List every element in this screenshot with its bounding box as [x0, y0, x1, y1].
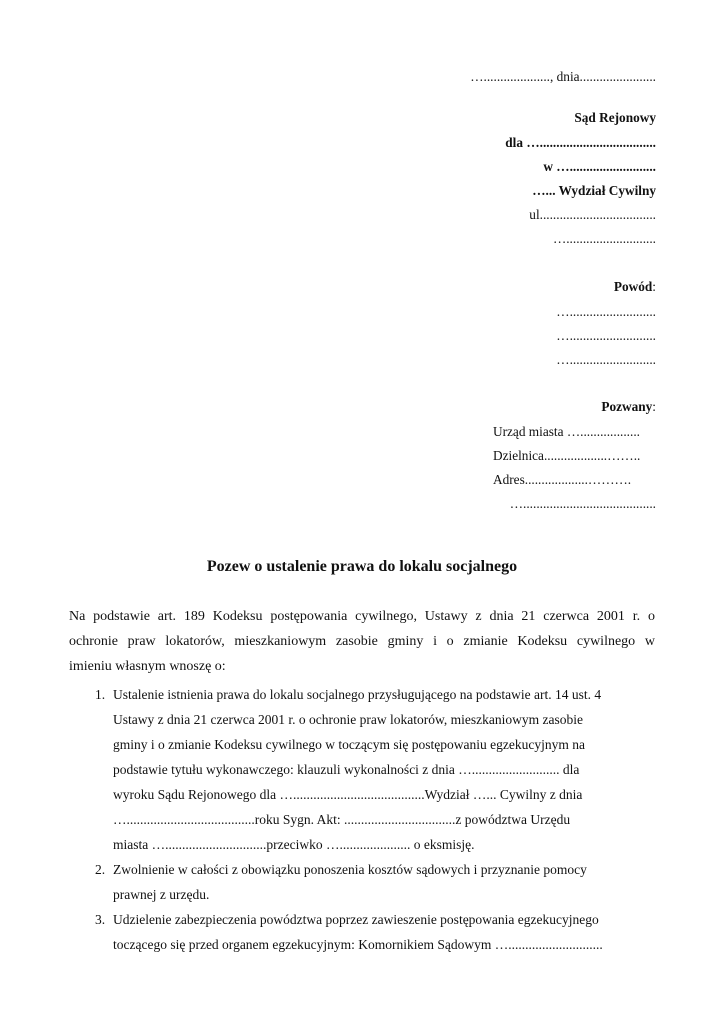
request-line: toczącego się przed organem egzekucyjnym: Komornikiem Sądowym …............................ [113, 937, 603, 952]
request-number: 1. [95, 687, 106, 702]
place-date: …...................., dnia....................... [470, 69, 656, 84]
request-line: prawnej z urzędu. [113, 887, 210, 902]
document-title: Pozew o ustalenie prawa do lokalu socjalnego [206, 558, 518, 575]
plaintiff-heading [614, 278, 656, 296]
plaintiff-colon: : [652, 279, 656, 294]
defendant-line-2: Dzielnica...................…….. [493, 448, 641, 463]
court-for: dla …................................... [505, 135, 656, 150]
court-name: Sąd Rejonowy [574, 110, 656, 125]
request-line: podstawie tytułu wykonawczego: klauzuli wykonalności z dnia ….......................... dla [113, 762, 580, 777]
request-number: 2. [95, 862, 106, 877]
court-in: w ….......................... [543, 159, 656, 174]
request-number: 3. [95, 912, 106, 927]
defendant-label: Pozwany [601, 399, 653, 414]
defendant-heading [601, 398, 656, 416]
defendant-colon: : [652, 399, 656, 414]
plaintiff-line-2: ….......................... [556, 328, 656, 343]
division: …... Wydział Cywilny [532, 183, 656, 198]
request-line: wyroku Sądu Rejonowego dla ….......................................Wydział …... Cywilny z dnia [113, 787, 583, 802]
request-line: Zwolnienie w całości z obowiązku ponoszenia kosztów sądowych i przyznanie pomocy [113, 862, 587, 877]
street: ul................................... [529, 207, 656, 222]
intro-line-3: imieniu własnym wnoszę o: [69, 659, 226, 674]
intro-line-1: Na podstawie art. 189 Kodeksu postępowania cywilnego, Ustawy z dnia 21 czerwca 2001 r. o [69, 609, 655, 624]
request-item-2 [69, 857, 669, 907]
plaintiff-line-3: ….......................... [556, 352, 656, 367]
request-line: Udzielenie zabezpieczenia powództwa poprzez zawieszenie postępowania egzekucyjnego [113, 912, 599, 927]
plaintiff-label: Powód [613, 279, 653, 294]
request-item-3 [69, 907, 669, 957]
request-line: …......................................roku Sygn. Akt: .................................z powództwa Urzędu [113, 812, 571, 827]
request-line: Ustawy z dnia 21 czerwca 2001 r. o ochronie praw lokatorów, mieszkaniowym zasobie [113, 712, 583, 727]
requests-list [69, 682, 669, 957]
defendant-line-1: Urząd miasta ….................. [493, 424, 640, 439]
request-item-1 [69, 682, 669, 857]
city: …........................... [552, 231, 656, 246]
defendant-line-4: …........................................ [509, 496, 656, 511]
request-line: miasta …..............................przeciwko …..................... o eksmisję. [113, 837, 475, 852]
intro-line-2: ochronie praw lokatorów, mieszkaniowym zasobie gminy i o zmianie Kodeksu cywilnego w [69, 634, 655, 649]
request-line: Ustalenie istnienia prawa do lokalu socjalnego przysługującego na podstawie art. 14 ust. 4 [113, 687, 602, 702]
request-line: gminy i o zmianie Kodeksu cywilnego w toczącym się postępowaniu egzekucyjnym na [113, 737, 585, 752]
intro-paragraph [69, 604, 655, 679]
plaintiff-line-1: ….......................... [556, 304, 656, 319]
defendant-line-3: Adres...................………. [493, 472, 632, 487]
